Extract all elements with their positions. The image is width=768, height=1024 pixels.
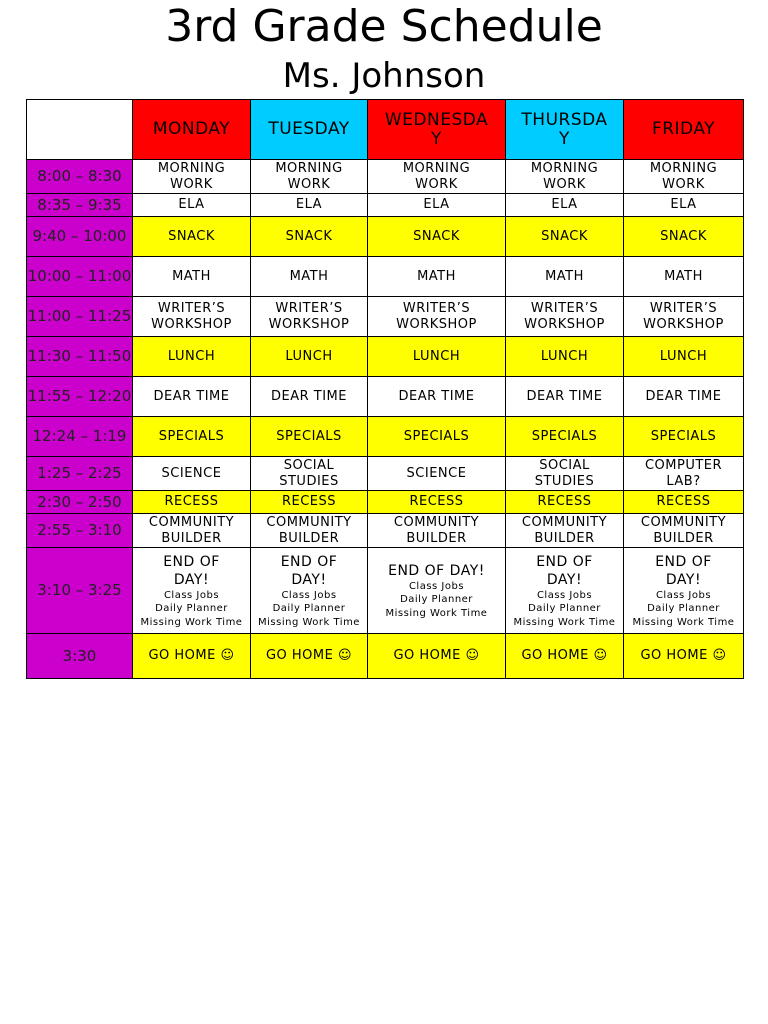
activity-social-studies: SOCIAL STUDIES	[251, 457, 368, 491]
time-slot: 11:30 – 11:50	[27, 337, 133, 377]
time-slot: 2:30 – 2:50	[27, 491, 133, 514]
activity-snack: SNACK	[506, 217, 624, 257]
schedule-row	[27, 337, 744, 377]
activity-community-builder: COMMUNITY BUILDER	[368, 514, 506, 548]
activity-ela: ELA	[506, 194, 624, 217]
activity-writer-s-workshop: WRITER’S WORKSHOP	[251, 297, 368, 337]
header-row	[27, 100, 744, 160]
activity-go-home: GO HOME ☺	[251, 634, 368, 679]
schedule-row	[27, 491, 744, 514]
activity-ela: ELA	[368, 194, 506, 217]
activity-dear-time: DEAR TIME	[506, 377, 624, 417]
activity-ela: ELA	[251, 194, 368, 217]
activity-go-home: GO HOME ☺	[624, 634, 744, 679]
activity-recess: RECESS	[506, 491, 624, 514]
activity-specials: SPECIALS	[506, 417, 624, 457]
activity-specials: SPECIALS	[133, 417, 251, 457]
activity-go-home: GO HOME ☺	[506, 634, 624, 679]
activity-community-builder: COMMUNITY BUILDER	[624, 514, 744, 548]
activity-math: MATH	[133, 257, 251, 297]
time-slot: 10:00 – 11:00	[27, 257, 133, 297]
activity-lunch: LUNCH	[133, 337, 251, 377]
activity-recess: RECESS	[368, 491, 506, 514]
activity-morning-work: MORNING WORK	[506, 160, 624, 194]
activity-dear-time: DEAR TIME	[251, 377, 368, 417]
activity-specials: SPECIALS	[251, 417, 368, 457]
schedule-table	[26, 99, 744, 679]
activity-dear-time: DEAR TIME	[624, 377, 744, 417]
activity-ela: ELA	[624, 194, 744, 217]
day-header-tuesday: TUESDAY	[251, 100, 368, 160]
activity-math: MATH	[368, 257, 506, 297]
activity-specials: SPECIALS	[368, 417, 506, 457]
schedule-row	[27, 297, 744, 337]
activity-morning-work: MORNING WORK	[133, 160, 251, 194]
activity-end-of-day: END OF DAY! Class Jobs Daily Planner Missing Work Time	[506, 548, 624, 634]
schedule-row	[27, 194, 744, 217]
schedule-row	[27, 377, 744, 417]
activity-go-home: GO HOME ☺	[133, 634, 251, 679]
activity-writer-s-workshop: WRITER’S WORKSHOP	[624, 297, 744, 337]
day-header-thursday: THURSDA Y	[506, 100, 624, 160]
activity-science: SCIENCE	[133, 457, 251, 491]
activity-ela: ELA	[133, 194, 251, 217]
day-header-monday: MONDAY	[133, 100, 251, 160]
activity-morning-work: MORNING WORK	[251, 160, 368, 194]
time-slot: 8:35 – 9:35	[27, 194, 133, 217]
activity-dear-time: DEAR TIME	[368, 377, 506, 417]
activity-snack: SNACK	[368, 217, 506, 257]
schedule-row	[27, 160, 744, 194]
activity-recess: RECESS	[133, 491, 251, 514]
activity-writer-s-workshop: WRITER’S WORKSHOP	[506, 297, 624, 337]
activity-lunch: LUNCH	[506, 337, 624, 377]
activity-math: MATH	[251, 257, 368, 297]
activity-writer-s-workshop: WRITER’S WORKSHOP	[133, 297, 251, 337]
activity-math: MATH	[624, 257, 744, 297]
day-header-friday: FRIDAY	[624, 100, 744, 160]
schedule-body	[27, 160, 744, 679]
activity-morning-work: MORNING WORK	[624, 160, 744, 194]
day-header-wednesday: WEDNESDA Y	[368, 100, 506, 160]
schedule-row-end-of-day	[27, 548, 744, 634]
time-slot: 9:40 – 10:00	[27, 217, 133, 257]
time-slot: 11:55 – 12:20	[27, 377, 133, 417]
activity-social-studies: SOCIAL STUDIES	[506, 457, 624, 491]
time-slot: 12:24 – 1:19	[27, 417, 133, 457]
activity-snack: SNACK	[624, 217, 744, 257]
activity-math: MATH	[506, 257, 624, 297]
activity-end-of-day: END OF DAY! Class Jobs Daily Planner Missing Work Time	[624, 548, 744, 634]
schedule-row-go-home	[27, 634, 744, 679]
teacher-name: Ms. Johnson	[282, 56, 486, 96]
activity-writer-s-workshop: WRITER’S WORKSHOP	[368, 297, 506, 337]
activity-lunch: LUNCH	[368, 337, 506, 377]
activity-lunch: LUNCH	[251, 337, 368, 377]
activity-end-of-day: END OF DAY! Class Jobs Daily Planner Missing Work Time	[133, 548, 251, 634]
activity-community-builder: COMMUNITY BUILDER	[506, 514, 624, 548]
activity-recess: RECESS	[624, 491, 744, 514]
activity-go-home: GO HOME ☺	[368, 634, 506, 679]
activity-end-of-day: END OF DAY! Class Jobs Daily Planner Missing Work Time	[368, 548, 506, 634]
activity-science: SCIENCE	[368, 457, 506, 491]
schedule-row	[27, 217, 744, 257]
time-slot: 3:30	[27, 634, 133, 679]
time-slot: 2:55 – 3:10	[27, 514, 133, 548]
activity-snack: SNACK	[251, 217, 368, 257]
time-slot: 11:00 – 11:25	[27, 297, 133, 337]
page-title: 3rd Grade Schedule	[165, 1, 603, 52]
schedule-row	[27, 457, 744, 491]
schedule-row	[27, 257, 744, 297]
activity-recess: RECESS	[251, 491, 368, 514]
activity-specials: SPECIALS	[624, 417, 744, 457]
activity-community-builder: COMMUNITY BUILDER	[251, 514, 368, 548]
activity-community-builder: COMMUNITY BUILDER	[133, 514, 251, 548]
corner-cell	[27, 100, 133, 160]
schedule-row	[27, 514, 744, 548]
activity-computer-lab: COMPUTER LAB?	[624, 457, 744, 491]
activity-end-of-day: END OF DAY! Class Jobs Daily Planner Missing Work Time	[251, 548, 368, 634]
time-slot: 8:00 – 8:30	[27, 160, 133, 194]
activity-dear-time: DEAR TIME	[133, 377, 251, 417]
time-slot: 1:25 – 2:25	[27, 457, 133, 491]
activity-snack: SNACK	[133, 217, 251, 257]
activity-morning-work: MORNING WORK	[368, 160, 506, 194]
schedule-row	[27, 417, 744, 457]
time-slot: 3:10 – 3:25	[27, 548, 133, 634]
activity-lunch: LUNCH	[624, 337, 744, 377]
